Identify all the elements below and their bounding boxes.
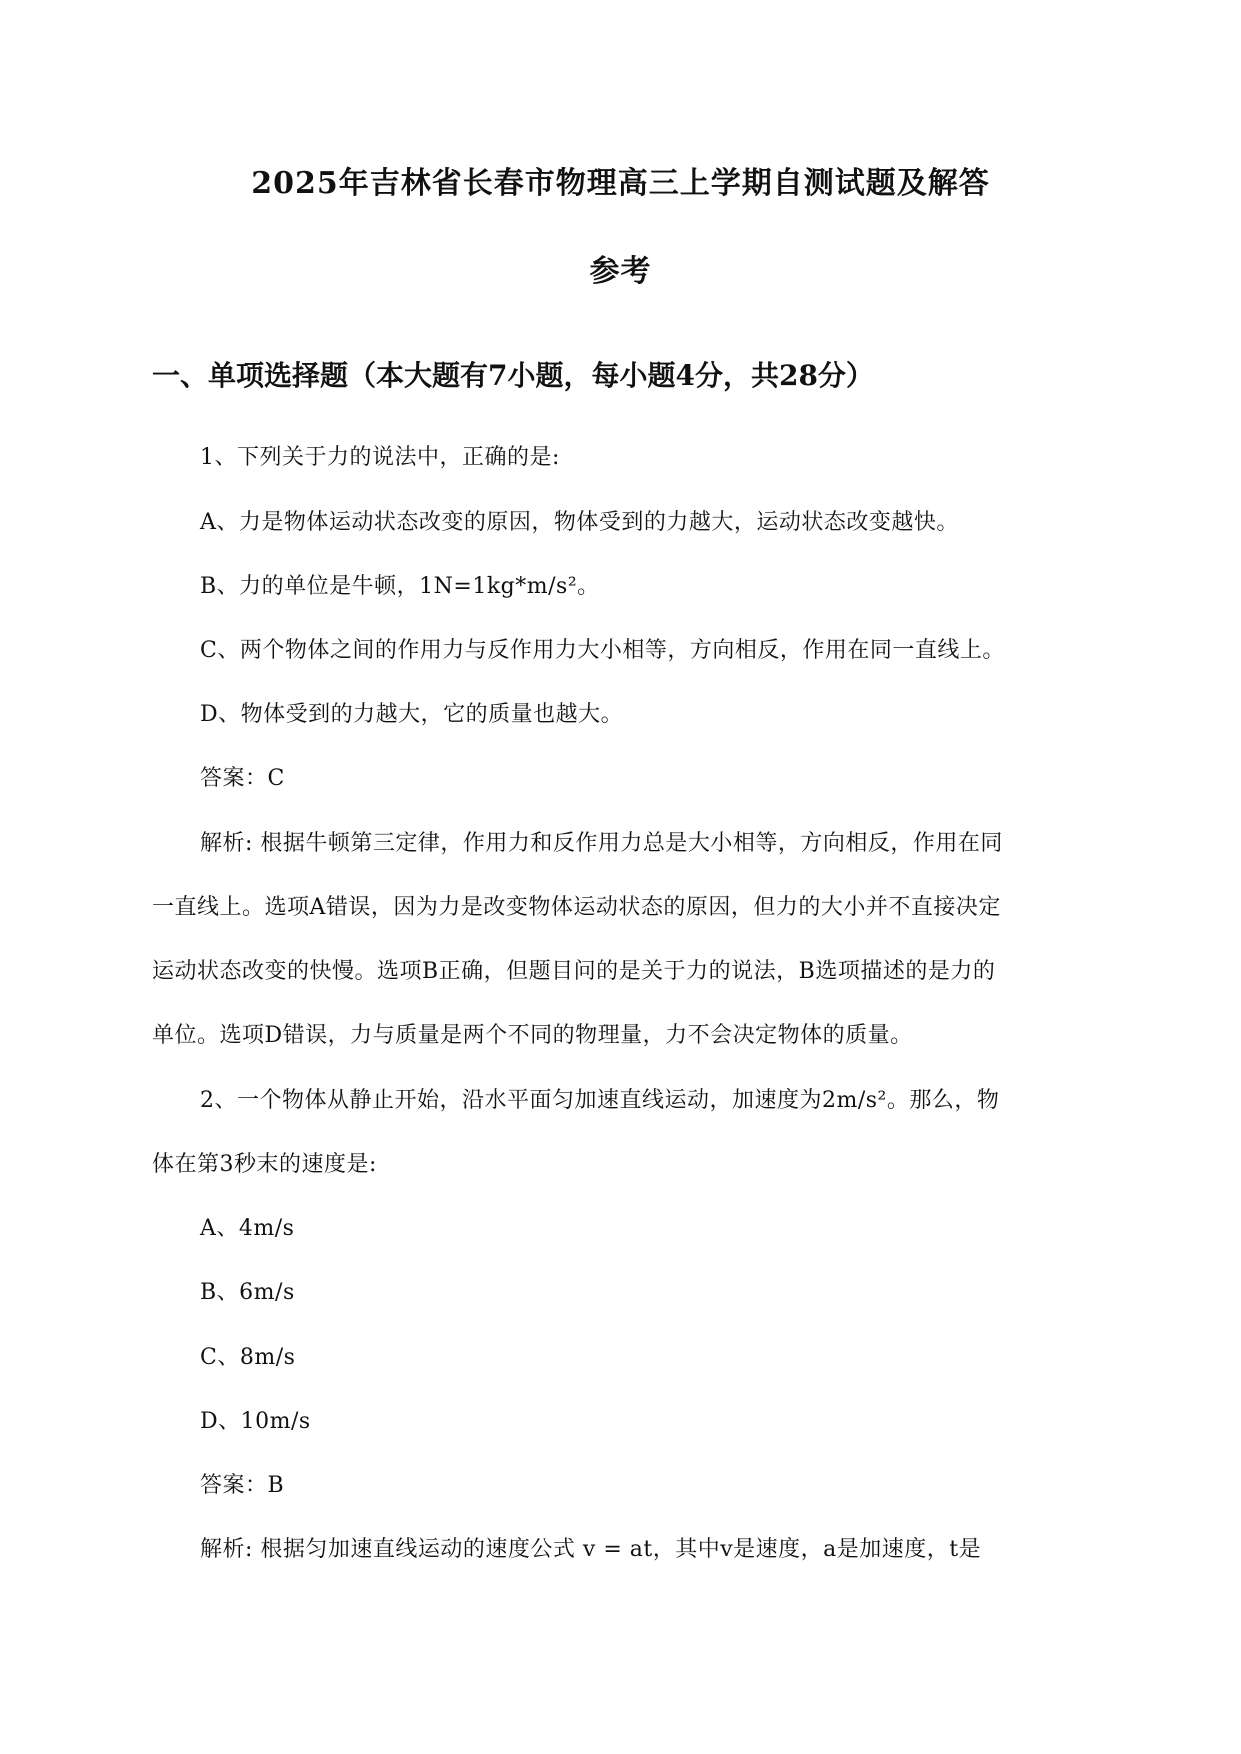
question-2-stem-continued: 体在第3秒末的速度是: [152, 1152, 377, 1177]
document-title: 2025年吉林省长春市物理高三上学期自测试题及解答 [251, 166, 990, 201]
question-1-option-c: C、两个物体之间的作用力与反作用力大小相等，方向相反，作用在同一直线上。 [200, 638, 1005, 663]
question-2-option-c: C、8m/s [200, 1345, 296, 1370]
section-heading: 一、单项选择题（本大题有7小题，每小题4分，共28分） [152, 359, 874, 392]
question-2-answer: 答案：B [200, 1473, 285, 1498]
question-1-option-d: D、物体受到的力越大，它的质量也越大。 [200, 702, 624, 727]
question-2-stem: 2、一个物体从静止开始，沿水平面匀加速直线运动，加速度为2m/s²。那么，物 [200, 1088, 1000, 1113]
question-1-stem: 1、下列关于力的说法中，正确的是: [200, 445, 560, 470]
question-2-option-b: B、6m/s [200, 1280, 295, 1305]
question-1-option-a: A、力是物体运动状态改变的原因，物体受到的力越大，运动状态改变越快。 [200, 510, 959, 535]
question-2-option-d: D、10m/s [200, 1409, 311, 1434]
question-2-option-a: A、4m/s [200, 1216, 295, 1241]
question-2-analysis-line: 解析: 根据匀加速直线运动的速度公式 v = at，其中v是速度，a是加速度，t是 [200, 1537, 982, 1562]
question-1-analysis-line: 解析: 根据牛顿第三定律，作用力和反作用力总是大小相等，方向相反，作用在同 [200, 831, 1003, 856]
question-1-analysis-line: 一直线上。选项A错误，因为力是改变物体运动状态的原因，但力的大小并不直接决定 [152, 895, 1001, 920]
question-1-option-b: B、力的单位是牛顿，1N=1kg*m/s²。 [200, 574, 600, 599]
question-1-answer: 答案：C [200, 766, 285, 791]
document-title-continued: 参考 [589, 254, 652, 289]
question-1-analysis-line: 单位。选项D错误，力与质量是两个不同的物理量，力不会决定物体的质量。 [152, 1023, 913, 1048]
question-1-analysis-line: 运动状态改变的快慢。选项B正确，但题目问的是关于力的说法，B选项描述的是力的 [152, 959, 996, 984]
